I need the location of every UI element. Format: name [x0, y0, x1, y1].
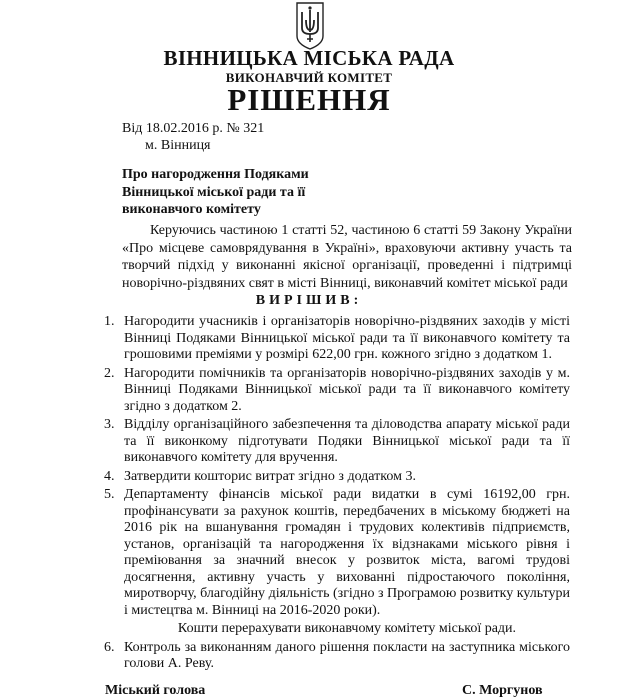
signature-title: Міський голова: [105, 683, 206, 698]
signature-name: С. Моргунов: [462, 683, 543, 698]
preamble-paragraph: Керуючись частиною 1 статті 52, частиною 6 статті 59 Закону України «Про місцеве самоврядування в Україні», враховуючи активну участь та творчий підхід у виконанні якісної організації, проведенні і підтримці новорічно-різдвяних свят в місті Вінниці, виконавчий комітет міської ради: [122, 223, 572, 291]
subject-line: Вінницької міської ради та її: [122, 184, 306, 200]
document-type-title: РІШЕННЯ: [227, 82, 391, 117]
decision-item: [104, 469, 570, 486]
item-5-additional-line: Кошти перерахувати виконавчому комітету міської ради.: [177, 621, 517, 636]
item-text: Департаменту фінансів міської ради видатки в сумі 16192,00 грн. профінансувати за рахунок коштів, передбачених в міському бюджеті на 2016 рік на вшанування громадян і трудових колективів підприємств, установ, організацій та нагородження їх відзнаками міського рівня і преміювання за значний внесок у розвиток міста, вагомі трудові досягнення, активну участь у вихованні підростаючого покоління, миротворчу, благодійну діяльність (згідно з Програмою розвитку культури і мистецтва м. Вінниці на 2016-2020 роки).: [124, 487, 570, 618]
item-number: 4.: [104, 468, 115, 484]
subject-line: Про нагородження Подяками: [122, 167, 309, 182]
item-number: 5.: [104, 487, 115, 502]
item-text: Нагородити помічників та організаторів новорічно-різдвяних заходів у м. Вінниці Подяками Вінницької міської ради та її виконавчого комітету згідно з додатком 2.: [124, 365, 570, 414]
decision-item: [104, 487, 570, 619]
decision-item: [104, 314, 570, 364]
decided-heading: ВИРІШИВ:: [255, 293, 363, 308]
document-city: м. Вінниця: [145, 138, 211, 153]
subject-line: виконавчого комітету: [122, 202, 261, 217]
decision-item: [104, 366, 570, 416]
item-text: Відділу організаційного забезпечення та діловодства апарату міської ради та її виконкому підготувати Подяки Вінницької міської ради та її виконавчого комітету для вручення.: [124, 417, 570, 465]
document-date-number: Від 18.02.2016 р. № 321: [122, 121, 265, 136]
decision-item: [104, 640, 570, 673]
decision-item: [104, 417, 570, 467]
council-name: ВІННИЦЬКА МІСЬКА РАДА: [163, 46, 455, 70]
committee-name: ВИКОНАВЧИЙ КОМІТЕТ: [225, 70, 393, 85]
item-number: 2.: [104, 365, 115, 381]
item-number: 6.: [104, 639, 115, 655]
item-text: Нагородити учасників і організаторів новорічно-різдвяних заходів у місті Вінниці Подяками Вінницької міської ради та її виконавчого комітету та грошовими преміями у розмірі 622,00 грн. кожного згідно з додатком 1.: [124, 314, 570, 362]
trident-coat-of-arms-icon: [296, 2, 324, 50]
item-text: Контроль за виконанням даного рішення покласти на заступника міського голови А. Реву.: [124, 639, 570, 671]
item-text: Затвердити кошторис витрат згідно з додатком 3.: [124, 468, 416, 484]
decision-items-list: [104, 314, 570, 675]
item-number: 3.: [104, 417, 115, 432]
document-subject: [122, 166, 352, 219]
item-number: 1.: [104, 314, 115, 329]
